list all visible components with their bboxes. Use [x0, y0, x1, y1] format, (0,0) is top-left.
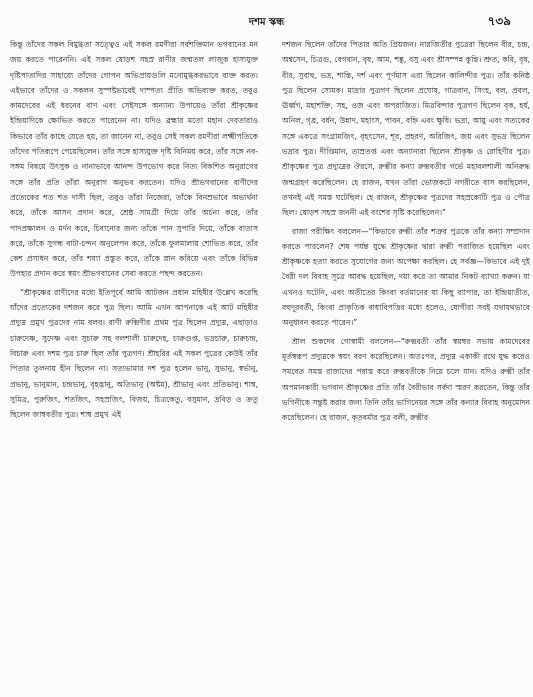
right-column — [282, 37, 530, 425]
left-column — [10, 37, 258, 422]
page-number: ৭৩৯ — [487, 14, 511, 28]
paragraph: কিন্তু তাঁদের সকল বিমুগ্ধতা সত্ত্বেও এই সকল রমণীরা সর্বশক্তিমান ভগবানের মন জয় করতে পারেননি। এই সকল ষোড়শ সহস্র রাণীর জন্মতল লাজুক হাস্যযুক্ত দৃষ্টিপাতাদির সাহায্যে তাঁদের গোপন অভিপ্রায়গুলি মনোমুগ্ধকরভাবে ব্যক্ত করত। এইভাবে তাঁদের ও সকলন সুস্পষ্টভাবেই দাম্পত্য প্রীতি অভিব্যক্ত করত, তবুও কামদেবের এই ধরনের বাণ এবং সেইসঙ্গে অন্যান্য উপায়েও তাঁরা শ্রীকৃষ্ণের ইন্দ্রিয়াদিকে ক্ষোভিত করতে পারেনেন না। যদিও ব্রহ্মার মতো মহান দেবতারাও কিভাবে তাঁর কাছে যেতে হয়, তা জানেন না, তবুও সেই সকল রমণীরা লক্ষ্মীপতিকে তাঁদের পতিরূপে পেয়েছিলেন। তাঁর সঙ্গে হাস্যযুক্ত দৃষ্টি বিনিময় করে, তাঁর সঙ্গে নব-সঙ্গম বিষয়ে উৎসুক ও নানাভাবে আনন্দ উপভোগ করে নিত্য বিকশিত অনুরাগের সঙ্গে তাঁর প্রতি তাঁরা অনুরাগ অনুভব করতেন। যদিও শ্রীভগবানের বাণীদের প্রত্যেকের শত শত দাসী ছিল, তবুও তাঁরা নিজেরা, তাঁকে বিনম্রভাবে অভ্যর্থনা করে, তাঁকে আসন প্রদান করে, শ্রেষ্ঠ সামগ্রী দিয়ে তাঁর অর্চনা করে, তাঁর পাদপ্রক্ষালন ও মর্দন করে, চিবানোর জন্য তাঁকে পান সুপারি দিয়ে, তাঁকে বাতাস করে, তাঁকে সুগন্ধ বাটা-চন্দন অনুলেপন করে, তাঁকে ফুলমালায় শোভিত করে, তাঁর কেশ প্রসাধন করে, তাঁর শয্যা প্রস্তুত করে, তাঁকে স্নান করিয়ে এবং তাঁকে বিভিন্ন উপহার প্রদান করে স্বয়ং শ্রীভগবানের সেবা করতে পছন্দ করতেন। — [10, 40, 258, 279]
paragraph: “শ্রীকৃষ্ণের রাণীদের মধ্যে ইতিপূর্বে আমি আটজন প্রধান মহিষীর উল্লেখ করেছি যাঁদের প্রত্যেকের দশজন করে পুত্র ছিল। আমি এখন আপনাকে এই আট মহিষীর প্রদ্যুম্ন প্রমুখ পুত্রদের নাম বলব। রাণী রুক্মিণীর প্রথম পুত্র ছিলেন প্রদ্যুম্ন, এছাড়াও চারুদেষ্ণ, সুদেষ্ণ এবং সুচারু সহ বলশালী চারুদেহ, চারুগুপ্ত, ভদ্রচারু, চারুচন্দ্র, বিচারু এবং দশম পুত্র চারু ছিল তাঁর পুত্রগণ। শ্রীহরির এই সকল পুত্রের কেউই তাঁর পিতার তুলনায় হীন ছিলেন না। সত্যভামার দশ পুত্র হলেন ভানু, সুভানু, স্বর্ভানু, প্রভানু, ভানুমান, চন্দ্রভানু, বৃহদ্ভানু, অতিভানু (অষ্টম), শ্রীভানু এবং প্রতিভানু। শাম্ব, সুমিত্র, পুরুজিৎ, শতজিৎ, সহস্রজিৎ, বিজয়, চিত্রকেতু, বসুমান, দ্রবিড় ও ক্রতু ছিলেন জাম্ববতীর পুত্র। শাম্ব প্রমুখ এই — [10, 287, 258, 420]
paragraph: শ্রীল শুকদেব গোস্বামী বললেন—“রুক্মবতী তাঁর স্বয়ম্বর সভায় কামদেবের মূর্তস্বরূপ প্রদ্যুম্নকে স্বয়ং বরণ করেছিলেন। অতঃপর, প্রদ্যুম্ন একাকী রথে যুদ্ধ করেও সমবেত সমস্ত রাজাদের পরাস্ত করে রুক্মবতীকে নিয়ে চলে যান। যদিও রুক্মী তাঁর অপমানকারী ভগবান শ্রীকৃষ্ণের প্রতি তাঁর বৈরীভাব সর্বদা স্মরণ করতেন, কিন্তু তাঁর ভগিনীকে সন্তুষ্ট করার জন্য তিনি তাঁর ভাগিনেয়র সঙ্গে তাঁর কন্যার বিবাহ অনুমোদন করেছিলেন। হে রাজন, কৃতবর্মার পুত্র বলী, রুক্মীর — [282, 336, 530, 423]
page-header — [0, 13, 533, 31]
running-title: দশম স্কন্ধ — [248, 17, 285, 28]
paragraph: রাজা পরীক্ষিৎ বললেন—“কিভাবে রুক্মী তাঁর শত্রুর পুত্রকে তাঁর কন্যা সম্প্রদান করতে পারলেন? শেষ পর্যন্ত যুদ্ধে শ্রীকৃষ্ণের দ্বারা রুক্মী পরাজিত হয়েছিল এবং শ্রীকৃষ্ণকে হত্যা করতে সুযোগের জন্য অপেক্ষা করছিল। হে সর্বজ্ঞ—কিভাবে এই দুই বৈরী দল বিবাহ সূত্রে আবদ্ধ হয়েছিল, দয়া করে তা আমার নিকট ব্যাখ্যা করুন। যা এখনও ঘটেনি, এবং অতীতের কিংবা বর্তমানের যা কিছু ব্যাপার, তা ইন্দ্রিয়াতীত, বহুদূরবর্তী, কিংবা প্রাকৃতিক বাধাবিপত্তির মধ্যে হলেও, যোগীরা সবই যথাযথভাবে অনুধাবন করতে পারেন।” — [282, 226, 530, 328]
paragraph: দশজন ছিলেন তাঁদের পিতার অতি প্রিয়জন। নাগ্নজিতীর পুত্রেরা ছিলেন বীর, চন্দ্র, অশ্বসেন, চিত্রগু, বেগবান, বৃষ, আম, শঙ্কু, বসু এবং শ্রীসম্পন্ন কুন্তি। শ্রুত, কবি, বৃষ, বীর, সুবাহু, ভদ্র, শান্তি, দর্শ এবং পূর্ণমাস এরা ছিলেন কালিন্দীর পুত্র। তাঁর কনিষ্ঠ পুত্র ছিলেন সোমক। মাদ্রার পুত্রগণ ছিলেন প্রঘোষ, গাত্রবান, সিংহ, বল, প্রবল, ঊর্ধ্বগ, মহাশক্তি, সহ, ওজ এবং অপরাজিত। মিত্রবিন্দার পুত্রগণ ছিলেন বৃক, হর্ষ, অনিল, গৃধ্র, বর্ধন, উন্নাদ, মহাংস, পাবন, বহ্নি এবং ক্ষুধি। ভদ্রা, আয়ু এবং সত্যকের সঙ্গে একত্রে সংগ্রামজিৎ, বৃহৎসেন, শূর, প্রহরণ, অরিজিৎ, জয় এবং সুভদ্র ছিলেন ভদ্রার পুত্র। দীপ্তিমান, তাম্রতপ্ত এবং অন্যান্যরা ছিলেন শ্রীকৃষ্ণ ও রোহিণীর পুত্র। শ্রীকৃষ্ণের পুত্র প্রদ্যুম্নের ঔরসে, রুক্মীর কন্যা রুক্মবতীর গর্ভে মহাবলশালী অনিরুদ্ধ জন্মগ্রহণ করেছিলেন। হে রাজন, যখন তাঁরা ভোজকটে নগরীতে বাস করছিলেন, তখনই এই সমস্ত ঘটেছিল। হে রাজন, শ্রীকৃষ্ণের পুত্রদের সহস্রকোটি পুত্র ও পৌত্র ছিল। ষোড়শ সহস্র জননী এই বংশের সৃষ্টি করেছিলেন।” — [282, 40, 530, 218]
